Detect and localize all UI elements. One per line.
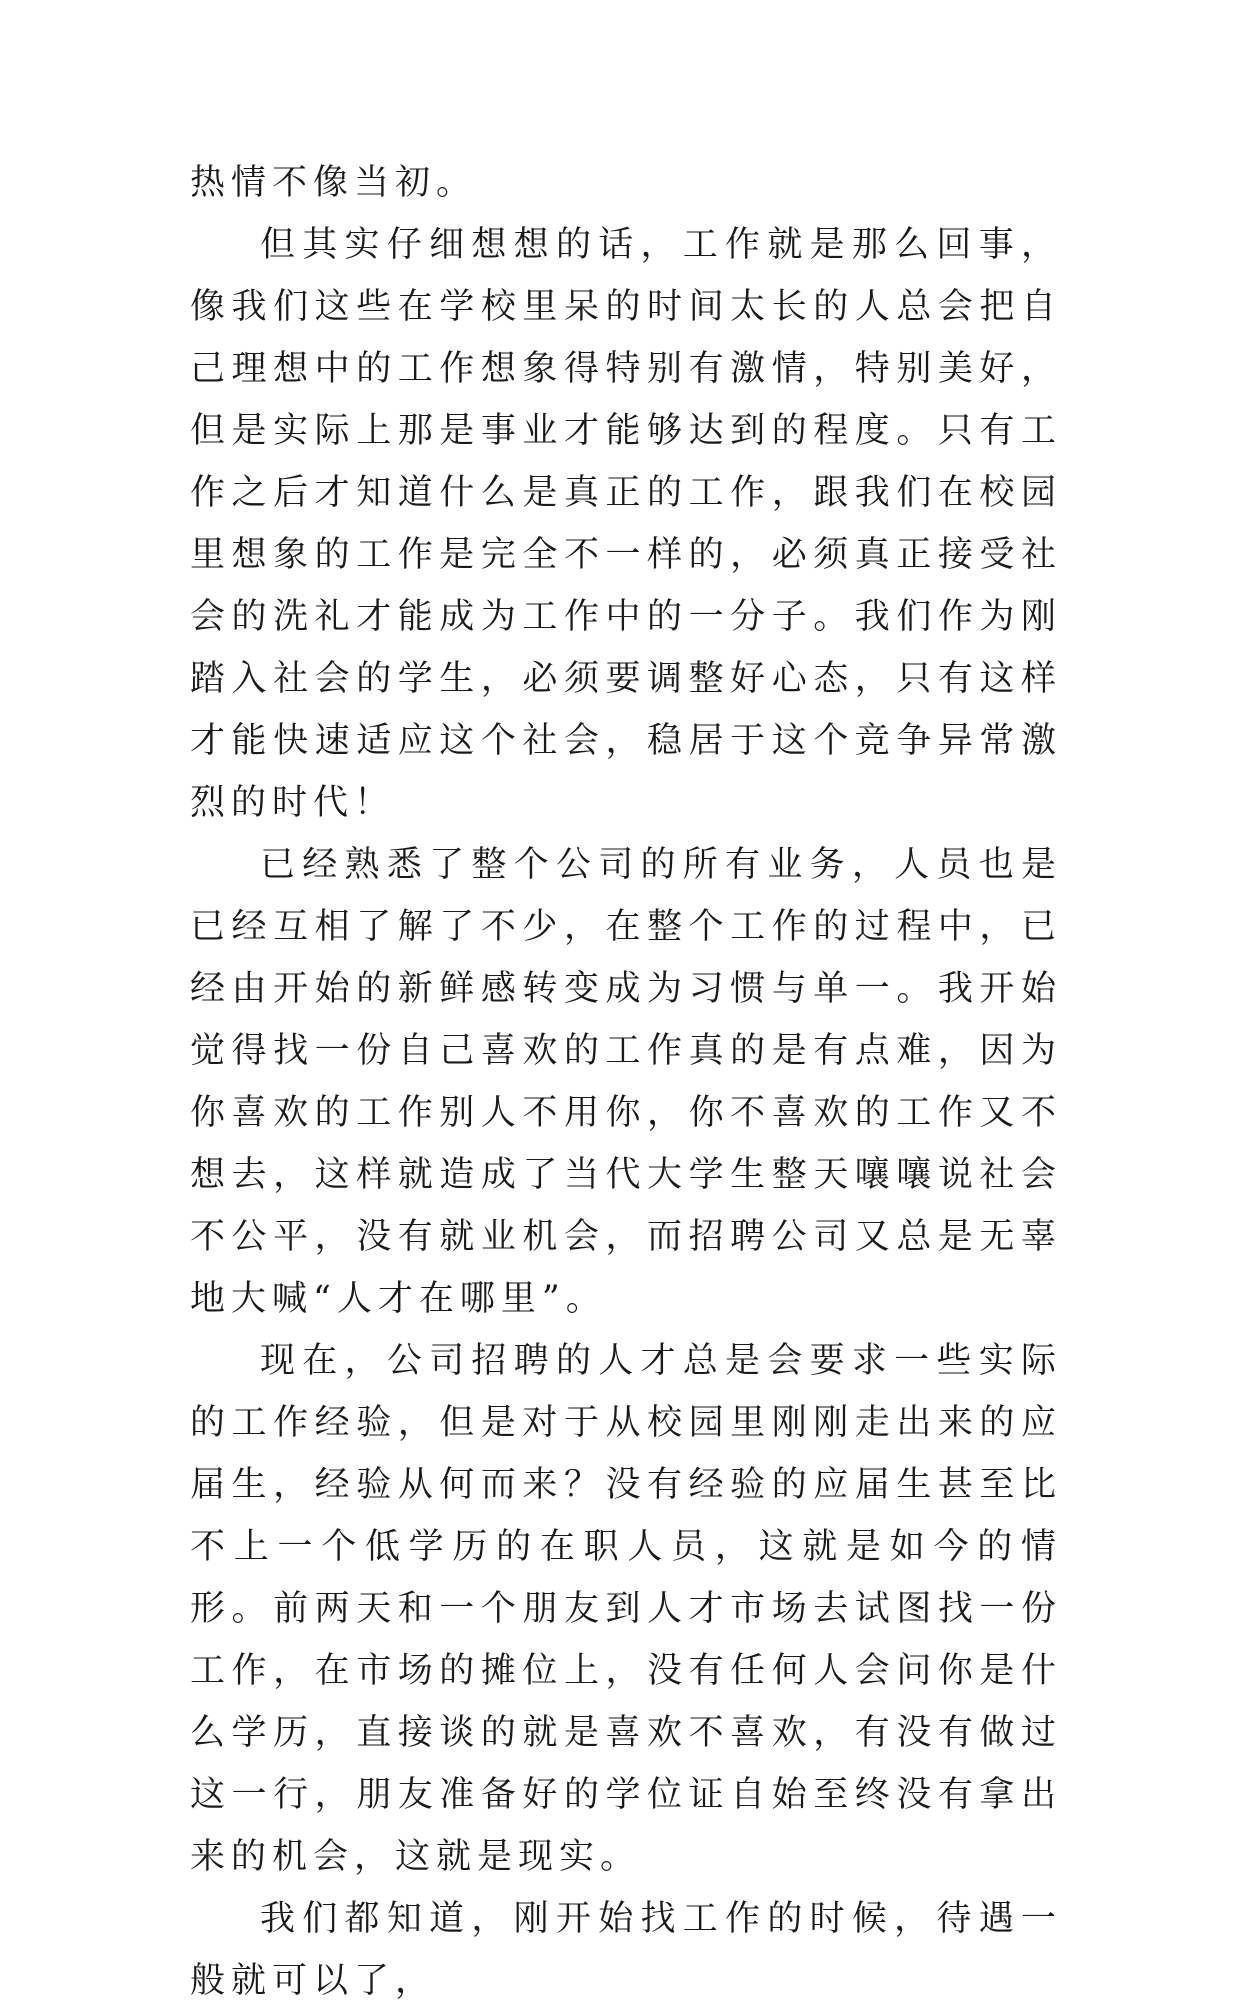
document-body xyxy=(190,152,1062,2012)
paragraph-4: 现在，公司招聘的人才总是会要求一些实际的工作经验，但是对于从校园里刚刚走出来的应届生，经验从何而来？没有经验的应届生甚至比不上一个低学历的在职人员，这就是如今的情形。前两天和一个朋友到人才市场去试图找一份工作，在市场的摊位上，没有任何人会问你是什么学历，直接谈的就是喜欢不喜欢，有没有做过这一行，朋友准备好的学位证自始至终没有拿出来的机会，这就是现实。 xyxy=(190,1341,1062,1877)
paragraph-2: 但其实仔细想想的话，工作就是那么回事，像我们这些在学校里呆的时间太长的人总会把自己理想中的工作想象得特别有激情，特别美好，但是实际上那是事业才能够达到的程度。只有工作之后才知道什么是真正的工作，跟我们在校园里想象的工作是完全不一样的，必须真正接受社会的洗礼才能成为工作中的一分子。我们作为刚踏入社会的学生，必须要调整好心态，只有这样才能快速适应这个社会，稳居于这个竞争异常激烈的时代！ xyxy=(190,225,1062,823)
paragraph-3: 已经熟悉了整个公司的所有业务，人员也是已经互相了解了不少，在整个工作的过程中，已经由开始的新鲜感转变成为习惯与单一。我开始觉得找一份自己喜欢的工作真的是有点难，因为你喜欢的工作别人不用你，你不喜欢的工作又不想去，这样就造成了当代大学生整天嚷嚷说社会不公平，没有就业机会，而招聘公司又总是无辜地大喊“人才在哪里”。 xyxy=(190,845,1062,1319)
paragraph-continuation: 热情不像当初。 xyxy=(190,163,478,203)
paragraph-5: 我们都知道，刚开始找工作的时候，待遇一般就可以了， xyxy=(190,1899,1062,2001)
